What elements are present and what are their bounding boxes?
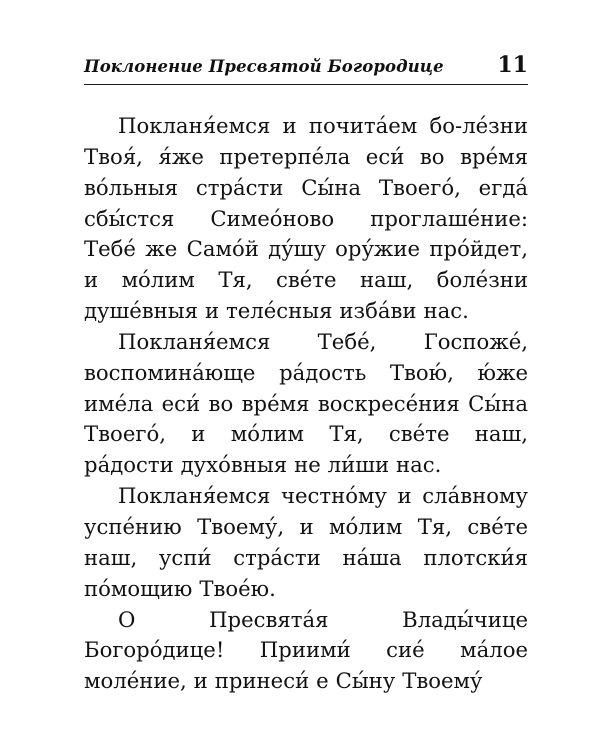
page-number: 11 (497, 52, 528, 78)
paragraph: Покланя́емся честно́му и сла́вному успе́нию Твоему́, и мо́лим Тя, све́те наш, успи́ стра́сти на́ша плотски́я по́мощию Твое́ю. (84, 483, 528, 601)
paragraph: Покланя́емся и почита́ем бо-ле́зни Твоя́, я́же претерпе́ла еси́ во вре́мя во́льныя стра́сти Сы́на Твоего́, егда́ сбы́стся Симео́ново проглаше́ние: Тебе́ же Само́й ду́шу ору́жие про́йдет, и мо́лим Тя, све́те наш, боле́зни душе́вныя и теле́сныя изба́ви нас. (84, 113, 528, 324)
page-header (84, 52, 528, 85)
paragraph: Покланя́емся Тебе́, Госпоже́, воспомина́юще ра́дость Твою́, ю́же име́ла еси́ во вре́мя воскресе́ния Сы́на Твоего́, и мо́лим Тя, све́те наш, ра́дости духо́вныя не ли́ши нас. (84, 328, 528, 478)
page-body (84, 111, 528, 697)
paragraph: О Пресвята́я Влады́чице Богоро́дице! Приими́ сие́ ма́лое моле́ние, и принеси́ е Сы́ну Твоему́ (84, 606, 528, 694)
running-title: Поклонение Пресвятой Богородице (84, 57, 444, 76)
